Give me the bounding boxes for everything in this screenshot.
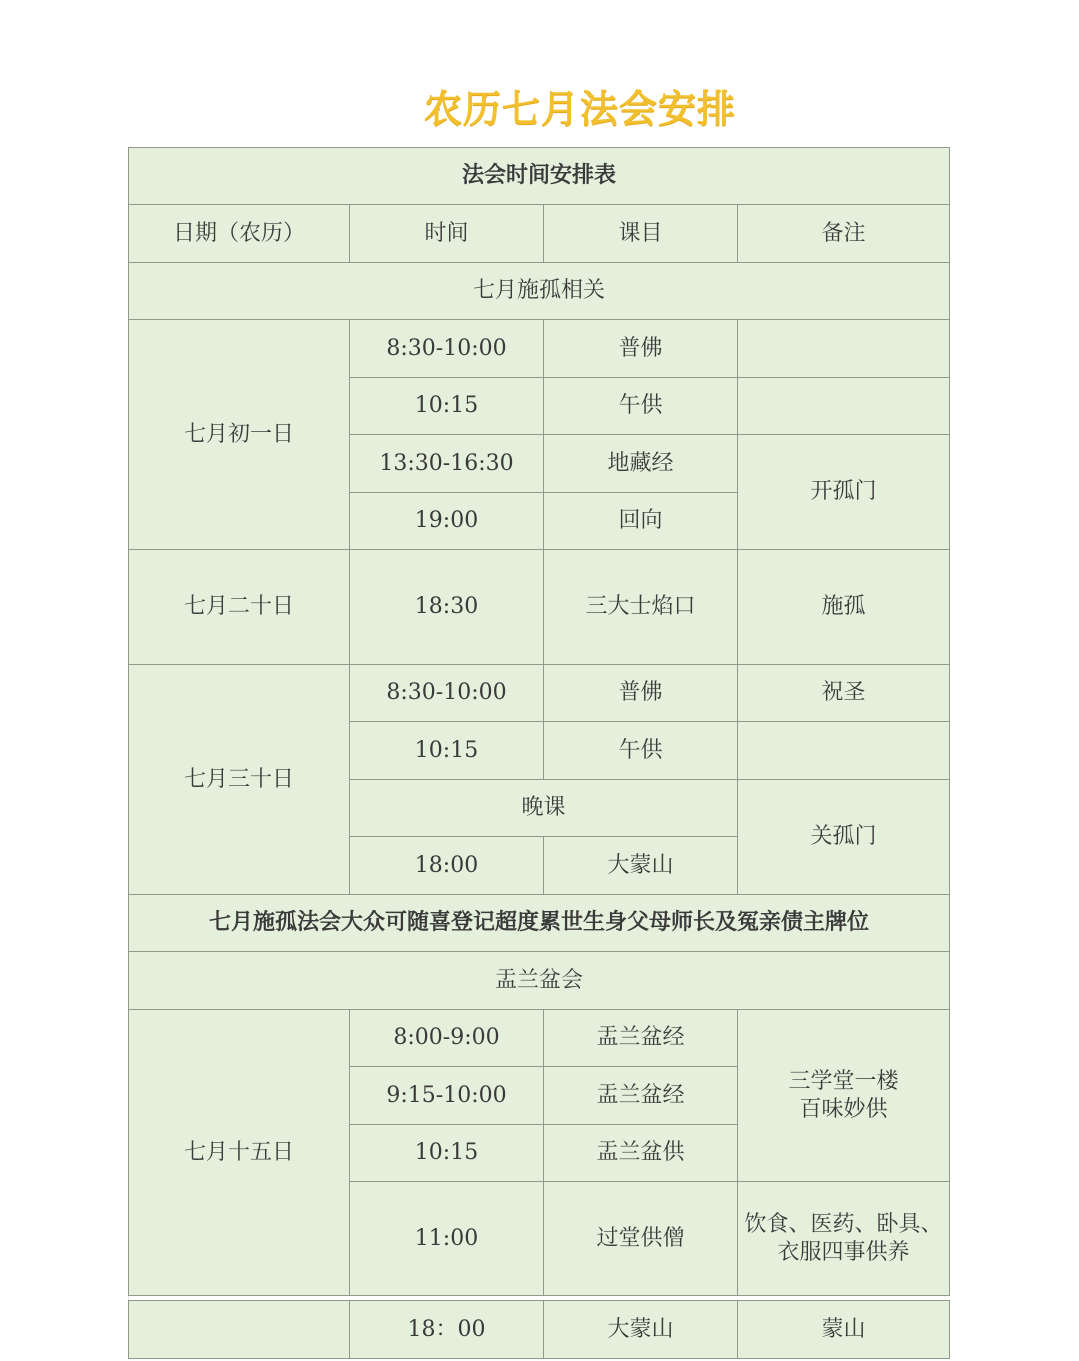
table-row <box>129 1301 950 1359</box>
table-row <box>129 665 950 722</box>
time-cell: 10:15 <box>350 378 544 435</box>
date-cell: 七月十五日 <box>129 1010 350 1296</box>
time-cell: 13:30-16:30 <box>350 435 544 493</box>
header-note: 备注 <box>738 205 950 263</box>
item-cell: 盂兰盆供 <box>544 1125 738 1182</box>
item-cell: 午供 <box>544 378 738 435</box>
item-cell: 盂兰盆经 <box>544 1010 738 1067</box>
item-cell: 盂兰盆经 <box>544 1067 738 1125</box>
time-cell: 8:30-10:00 <box>350 665 544 722</box>
note-cell <box>738 1182 950 1296</box>
time-cell: 8:30-10:00 <box>350 320 544 378</box>
header-date: 日期（农历） <box>129 205 350 263</box>
time-cell: 9:15-10:00 <box>350 1067 544 1125</box>
page-title: 农历七月法会安排 <box>423 87 736 131</box>
time-cell: 18：00 <box>350 1301 544 1359</box>
note-cell: 关孤门 <box>738 780 950 895</box>
time-cell: 11:00 <box>350 1182 544 1296</box>
note-cell <box>738 722 950 780</box>
time-cell: 18:00 <box>350 837 544 895</box>
item-cell: 地藏经 <box>544 435 738 493</box>
item-cell: 大蒙山 <box>544 1301 738 1359</box>
section-title-yulanpen: 盂兰盆会 <box>129 952 950 1010</box>
note-line: 百味妙供 <box>799 1096 888 1122</box>
note-line: 三学堂一楼 <box>788 1069 899 1094</box>
note-line: 衣服四事供养 <box>777 1239 910 1265</box>
header-time: 时间 <box>350 205 544 263</box>
note-cell: 蒙山 <box>738 1301 950 1359</box>
time-cell: 10:15 <box>350 722 544 780</box>
schedule-table <box>128 147 950 1359</box>
note-cell: 开孤门 <box>738 435 950 550</box>
registration-notice: 七月施孤法会大众可随喜登记超度累世生身父母师长及冤亲债主牌位 <box>129 895 950 952</box>
table-row <box>129 550 950 665</box>
note-line: 饮食、医药、卧具、 <box>744 1212 943 1237</box>
note-cell <box>738 1010 950 1182</box>
item-cell: 午供 <box>544 722 738 780</box>
item-cell: 大蒙山 <box>544 837 738 895</box>
section-title-shigu: 七月施孤相关 <box>129 263 950 320</box>
date-cell: 七月初一日 <box>129 320 350 550</box>
table-row <box>129 320 950 378</box>
time-cell: 19:00 <box>350 493 544 550</box>
note-cell <box>738 378 950 435</box>
time-cell: 18:30 <box>350 550 544 665</box>
note-cell: 祝圣 <box>738 665 950 722</box>
time-cell: 8:00-9:00 <box>350 1010 544 1067</box>
date-cell <box>129 1301 350 1359</box>
header-item: 课目 <box>544 205 738 263</box>
item-cell: 普佛 <box>544 320 738 378</box>
date-cell: 七月二十日 <box>129 550 350 665</box>
note-cell <box>738 320 950 378</box>
table-row <box>129 1010 950 1067</box>
time-cell: 10:15 <box>350 1125 544 1182</box>
merged-item-cell: 晚课 <box>350 780 738 837</box>
item-cell: 回向 <box>544 493 738 550</box>
note-cell: 施孤 <box>738 550 950 665</box>
item-cell: 普佛 <box>544 665 738 722</box>
item-cell: 过堂供僧 <box>544 1182 738 1296</box>
date-cell: 七月三十日 <box>129 665 350 895</box>
header-row <box>129 205 950 263</box>
table-caption: 法会时间安排表 <box>129 148 950 205</box>
item-cell: 三大士焰口 <box>544 550 738 665</box>
